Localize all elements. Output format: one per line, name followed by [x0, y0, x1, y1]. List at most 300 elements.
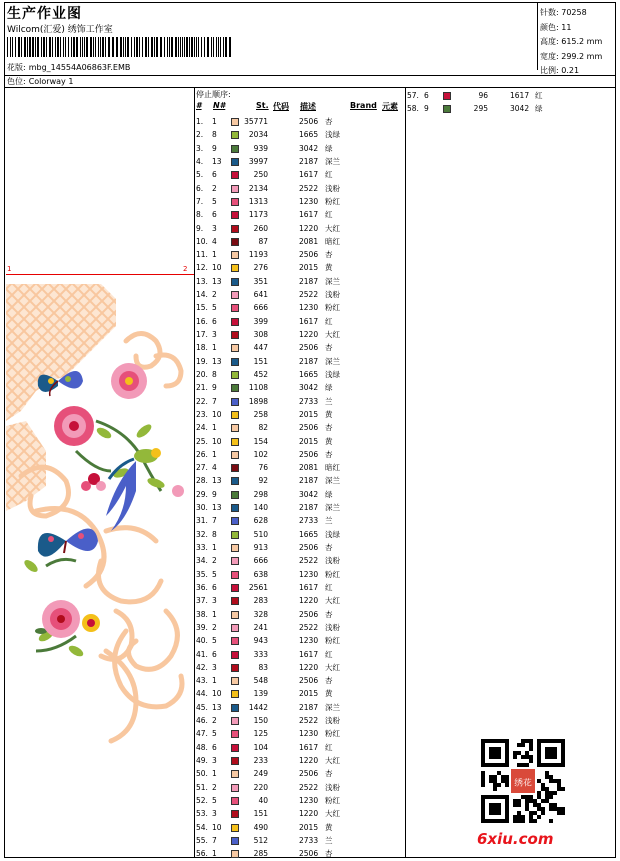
needle-number: 5	[212, 795, 217, 805]
stitch-count: 92	[258, 476, 268, 486]
color-stop-row	[196, 155, 406, 168]
color-stop-row	[407, 102, 543, 115]
thread-swatch	[231, 438, 239, 446]
thread-swatch	[231, 837, 239, 845]
thread-description: 杏	[325, 449, 333, 459]
needle-number: 8	[212, 369, 217, 379]
thread-swatch	[231, 238, 239, 246]
thread-code: 2506	[299, 609, 319, 619]
col-header-number: #	[196, 101, 202, 110]
thread-description: 深兰	[325, 156, 340, 166]
stop-number: 2.	[196, 130, 204, 140]
thread-swatch	[231, 344, 239, 352]
color-stop-row	[196, 381, 406, 394]
color-stop-row	[196, 581, 406, 594]
divider	[194, 87, 195, 858]
thread-description: 浅粉	[325, 290, 340, 300]
thread-code: 2015	[299, 263, 319, 273]
split-marker-left: 1	[7, 265, 12, 273]
color-stop-row	[196, 781, 406, 794]
thread-code: 1665	[299, 369, 319, 379]
color-stop-row	[196, 328, 406, 341]
stitch-count: 295	[473, 104, 488, 113]
thread-swatch	[231, 770, 239, 778]
stop-number: 43.	[196, 676, 208, 686]
stitch-count: 913	[253, 543, 268, 552]
color-stop-row	[196, 435, 406, 448]
needle-number: 10	[212, 409, 222, 419]
needle-number: 3	[212, 662, 217, 672]
thread-code: 1617	[299, 742, 319, 752]
thread-swatch	[231, 544, 239, 552]
thread-code: 1220	[299, 756, 319, 765]
stop-number: 26.	[196, 449, 208, 459]
thread-code: 2522	[299, 716, 319, 726]
thread-description: 红	[325, 582, 333, 592]
thread-description: 粉红	[325, 303, 340, 313]
stitch-count: 96	[478, 91, 488, 100]
col-header-brand: Brand	[350, 101, 377, 110]
stop-number: 51.	[196, 782, 208, 792]
stop-number: 41.	[196, 649, 208, 659]
stitch-count: 40	[258, 795, 268, 805]
thread-swatch	[231, 810, 239, 818]
stitch-count: 3997	[248, 156, 268, 166]
stitch-count: 490	[253, 822, 268, 832]
peony-flower	[42, 600, 80, 638]
thread-code: 2015	[299, 822, 319, 832]
stop-number: 40.	[196, 636, 208, 646]
stop-number: 52.	[196, 795, 208, 805]
company-name: Wilcom(汇爱) 绣饰工作室	[7, 25, 113, 35]
stitch-count: 83	[258, 662, 268, 672]
thread-swatch	[231, 264, 239, 272]
stitch-count: 666	[253, 556, 268, 566]
color-stop-row	[196, 421, 406, 434]
thread-description: 深兰	[325, 276, 340, 286]
divider	[4, 75, 616, 76]
stop-number: 10.	[196, 236, 208, 246]
needle-number: 4	[212, 463, 217, 473]
thread-description: 浅粉	[325, 716, 340, 726]
thread-description: 绿	[325, 383, 333, 393]
needle-number: 6	[212, 649, 217, 659]
thread-description: 黄	[325, 263, 333, 273]
color-stop-row	[196, 142, 406, 155]
stitch-count: 1313	[248, 196, 268, 206]
divider	[4, 87, 616, 88]
colorway-value: Colorway 1	[28, 77, 74, 86]
thread-description: 杏	[325, 343, 333, 353]
thread-description: 红	[325, 649, 333, 659]
needle-number: 13	[212, 476, 222, 486]
thread-code: 1617	[299, 210, 319, 220]
needle-number: 5	[212, 196, 217, 206]
thread-swatch	[231, 331, 239, 339]
colorway-line	[7, 76, 73, 87]
thread-swatch	[231, 664, 239, 672]
thread-code: 1220	[299, 596, 319, 606]
color-stop-row	[196, 568, 406, 581]
color-stop-row	[196, 621, 406, 634]
thread-swatch	[231, 358, 239, 366]
thread-description: 杏	[325, 543, 333, 552]
stop-number: 38.	[196, 609, 208, 619]
design-file-label: 花版:	[7, 63, 26, 72]
stop-number: 30.	[196, 503, 208, 513]
thread-swatch	[231, 398, 239, 406]
stop-number: 25.	[196, 436, 208, 446]
thread-code: 1220	[299, 662, 319, 672]
design-height: 高度: 615.2 mm	[540, 37, 603, 46]
stitch-count: 939	[253, 143, 268, 153]
design-width: 宽度: 299.2 mm	[540, 51, 603, 61]
stop-number: 28.	[196, 476, 208, 486]
thread-code: 2506	[299, 343, 319, 353]
stitch-count: 150	[253, 716, 268, 726]
embroidery-design-preview	[6, 91, 193, 856]
stop-number: 19.	[196, 356, 208, 366]
stitch-count: 139	[253, 689, 268, 699]
color-stop-row	[196, 195, 406, 208]
thread-code: 1230	[299, 303, 319, 313]
thread-description: 大红	[325, 756, 340, 765]
thread-swatch	[231, 145, 239, 153]
thread-swatch	[231, 225, 239, 233]
thread-description: 暗红	[325, 463, 340, 473]
thread-code: 2187	[299, 156, 319, 166]
thread-swatch	[443, 92, 451, 100]
stitch-count: 2561	[248, 582, 268, 592]
needle-number: 7	[212, 835, 217, 845]
thread-swatch	[231, 451, 239, 459]
thread-swatch	[231, 477, 239, 485]
stop-number: 55.	[196, 835, 208, 845]
thread-description: 大红	[325, 596, 340, 606]
thread-description: 红	[535, 91, 543, 100]
thread-swatch	[231, 304, 239, 312]
thread-code: 1617	[299, 649, 319, 659]
thread-swatch	[231, 677, 239, 685]
needle-number: 5	[212, 569, 217, 579]
page-title: 生产作业图	[7, 6, 82, 22]
qr-badge-text: 绣花	[514, 778, 532, 789]
thread-code: 1665	[299, 130, 319, 140]
thread-code: 2506	[299, 676, 319, 686]
stitch-count: 260	[253, 223, 268, 233]
color-stop-row	[196, 275, 406, 288]
color-stop-row	[196, 235, 406, 248]
thread-description: 大红	[325, 662, 340, 672]
thread-description: 粉红	[325, 795, 340, 805]
thread-description: 杏	[325, 849, 333, 859]
stitch-count: 548	[253, 676, 268, 686]
color-stop-row	[196, 821, 406, 834]
stop-number: 47.	[196, 729, 208, 739]
stop-number: 27.	[196, 463, 208, 473]
thread-description: 浅粉	[325, 782, 340, 792]
thread-description: 红	[325, 316, 333, 326]
thread-code: 2506	[299, 117, 319, 126]
needle-number: 6	[212, 582, 217, 592]
stitch-count: 351	[253, 276, 268, 286]
qr-code	[481, 739, 565, 823]
stitch-count: 104	[253, 742, 268, 752]
thread-description: 浅粉	[325, 183, 340, 193]
needle-number: 1	[212, 609, 217, 619]
color-stop-row	[196, 648, 406, 661]
thread-code: 2081	[299, 463, 319, 473]
stop-number: 18.	[196, 343, 208, 353]
color-stop-row	[196, 634, 406, 647]
thread-code: 2187	[299, 276, 319, 286]
needle-number: 1	[212, 117, 217, 126]
thread-code: 2522	[299, 622, 319, 632]
thread-description: 兰	[325, 396, 333, 406]
thread-code: 2187	[299, 356, 319, 366]
color-stop-row	[196, 727, 406, 740]
stitch-count: 87	[258, 236, 268, 246]
thread-code: 1665	[299, 529, 319, 539]
color-stop-row	[196, 288, 406, 301]
thread-swatch	[231, 198, 239, 206]
thread-swatch	[231, 784, 239, 792]
spec-box	[540, 6, 602, 79]
thread-swatch	[231, 411, 239, 419]
stitch-count: 452	[253, 369, 268, 379]
needle-number: 7	[212, 516, 217, 526]
stitch-count: 943	[253, 636, 268, 646]
color-stop-row	[196, 261, 406, 274]
design-file-line	[7, 62, 130, 73]
col-header-needle: N#	[213, 101, 226, 110]
thread-code: 1617	[299, 316, 319, 326]
color-stop-list	[196, 115, 406, 861]
thread-code: 2733	[299, 835, 319, 845]
stitch-count: 512	[253, 835, 268, 845]
thread-code: 2522	[299, 782, 319, 792]
thread-code: 1617	[299, 582, 319, 592]
thread-code: 2522	[299, 290, 319, 300]
stitch-count: 1193	[248, 250, 268, 260]
thread-swatch	[231, 291, 239, 299]
needle-number: 13	[212, 503, 222, 513]
design-scale: 比例: 0.21	[540, 66, 580, 75]
color-stop-row	[196, 128, 406, 141]
color-stop-row	[196, 661, 406, 674]
divider	[537, 2, 538, 70]
thread-description: 浅绿	[325, 130, 340, 140]
thread-swatch	[231, 704, 239, 712]
thread-description: 杏	[325, 769, 333, 779]
thread-description: 兰	[325, 835, 333, 845]
stitch-count: 针数: 70258	[540, 8, 587, 17]
thread-description: 红	[325, 742, 333, 752]
color-stop-row	[196, 355, 406, 368]
thread-code: 2081	[299, 236, 319, 246]
stop-number: 11.	[196, 250, 208, 260]
needle-number: 1	[212, 423, 217, 433]
needle-number: 1	[212, 676, 217, 686]
color-stop-row	[196, 222, 406, 235]
needle-number: 13	[212, 702, 222, 712]
stop-number: 3.	[196, 143, 204, 153]
thread-swatch	[231, 571, 239, 579]
needle-number: 1	[212, 543, 217, 552]
thread-swatch	[231, 318, 239, 326]
thread-swatch	[231, 637, 239, 645]
needle-number: 13	[212, 276, 222, 286]
thread-description: 红	[325, 210, 333, 220]
stitch-count: 628	[253, 516, 268, 526]
stitch-count: 666	[253, 303, 268, 313]
thread-description: 深兰	[325, 476, 340, 486]
stitch-count: 1898	[248, 396, 268, 406]
thread-description: 杏	[325, 117, 333, 126]
stop-number: 7.	[196, 196, 204, 206]
needle-number: 4	[212, 236, 217, 246]
stitch-count: 285	[253, 849, 268, 859]
stitch-count: 641	[253, 290, 268, 300]
thread-description: 深兰	[325, 503, 340, 513]
color-stop-row	[196, 794, 406, 807]
stop-number: 6.	[196, 183, 204, 193]
stitch-count: 638	[253, 569, 268, 579]
thread-code: 2187	[299, 702, 319, 712]
thread-code: 2733	[299, 516, 319, 526]
needle-number: 1	[212, 769, 217, 779]
thread-swatch	[231, 824, 239, 832]
thread-swatch	[231, 651, 239, 659]
thread-swatch	[231, 118, 239, 126]
needle-number: 8	[212, 529, 217, 539]
thread-description: 浅粉	[325, 622, 340, 632]
stitch-count: 151	[253, 809, 268, 819]
color-stop-row	[196, 514, 406, 527]
design-file-value: mbg_14554A06863F.EMB	[28, 63, 131, 72]
color-stop-row	[196, 594, 406, 607]
stop-number: 48.	[196, 742, 208, 752]
stop-number: 29.	[196, 489, 208, 499]
stitch-count: 151	[253, 356, 268, 366]
stitch-count: 140	[253, 503, 268, 513]
thread-description: 绿	[535, 104, 543, 113]
barcode	[7, 37, 231, 57]
thread-swatch	[231, 744, 239, 752]
thread-swatch	[231, 491, 239, 499]
thread-description: 兰	[325, 516, 333, 526]
needle-number: 9	[424, 104, 429, 113]
thread-swatch	[231, 424, 239, 432]
stitch-count: 2134	[248, 183, 268, 193]
stitch-count: 102	[253, 449, 268, 459]
thread-description: 杏	[325, 676, 333, 686]
needle-number: 10	[212, 822, 222, 832]
stitch-count: 510	[253, 529, 268, 539]
color-count: 颜色: 11	[540, 22, 572, 32]
stop-sequence-title: 停止顺序:	[196, 90, 231, 99]
stitch-count: 258	[253, 409, 268, 419]
stop-number: 39.	[196, 622, 208, 632]
thread-description: 杏	[325, 250, 333, 260]
thread-code: 2015	[299, 689, 319, 699]
needle-number: 1	[212, 849, 217, 859]
color-stop-row	[196, 847, 406, 860]
thread-description: 大红	[325, 809, 340, 819]
thread-swatch	[231, 158, 239, 166]
stitch-count: 249	[253, 769, 268, 779]
color-stop-row	[196, 488, 406, 501]
peony-flower	[54, 406, 94, 446]
stop-number: 57.	[407, 91, 419, 100]
color-stop-row	[196, 807, 406, 820]
thread-description: 绿	[325, 489, 333, 499]
thread-swatch	[231, 690, 239, 698]
stop-number: 15.	[196, 303, 208, 313]
stitch-count: 276	[253, 263, 268, 273]
stitch-count: 298	[253, 489, 268, 499]
thread-description: 黄	[325, 436, 333, 446]
thread-description: 粉红	[325, 569, 340, 579]
thread-swatch	[231, 171, 239, 179]
stop-number: 4.	[196, 156, 204, 166]
stitch-count: 333	[253, 649, 268, 659]
thread-swatch	[231, 531, 239, 539]
needle-number: 5	[212, 729, 217, 739]
stop-number: 31.	[196, 516, 208, 526]
thread-swatch	[231, 371, 239, 379]
thread-code: 2015	[299, 409, 319, 419]
stop-number: 44.	[196, 689, 208, 699]
stop-number: 23.	[196, 409, 208, 419]
stitch-count: 399	[253, 316, 268, 326]
thread-swatch	[231, 251, 239, 259]
thread-swatch	[231, 517, 239, 525]
stitch-count: 447	[253, 343, 268, 353]
stop-number: 5.	[196, 170, 204, 180]
stop-number: 58.	[407, 104, 419, 113]
thread-code: 1617	[299, 170, 319, 180]
stop-number: 42.	[196, 662, 208, 672]
thread-code: 3042	[510, 104, 530, 113]
thread-swatch	[231, 278, 239, 286]
stop-number: 56.	[196, 849, 208, 859]
thread-description: 黄	[325, 689, 333, 699]
needle-number: 6	[212, 742, 217, 752]
needle-number: 6	[212, 316, 217, 326]
stitch-count: 35771	[244, 117, 268, 126]
stitch-count: 308	[253, 330, 268, 339]
color-stop-row	[196, 674, 406, 687]
color-stop-row	[196, 474, 406, 487]
needle-number: 3	[212, 330, 217, 339]
stop-number: 8.	[196, 210, 204, 220]
needle-number: 3	[212, 596, 217, 606]
peony-flower	[111, 363, 147, 399]
needle-number: 13	[212, 156, 222, 166]
stop-number: 45.	[196, 702, 208, 712]
thread-swatch	[231, 757, 239, 765]
stop-number: 53.	[196, 809, 208, 819]
thread-description: 大红	[325, 223, 340, 233]
thread-description: 深兰	[325, 702, 340, 712]
stitch-count: 241	[253, 622, 268, 632]
thread-description: 粉红	[325, 729, 340, 739]
stitch-count: 220	[253, 782, 268, 792]
color-stop-row	[196, 315, 406, 328]
thread-swatch	[231, 557, 239, 565]
stitch-count: 125	[253, 729, 268, 739]
